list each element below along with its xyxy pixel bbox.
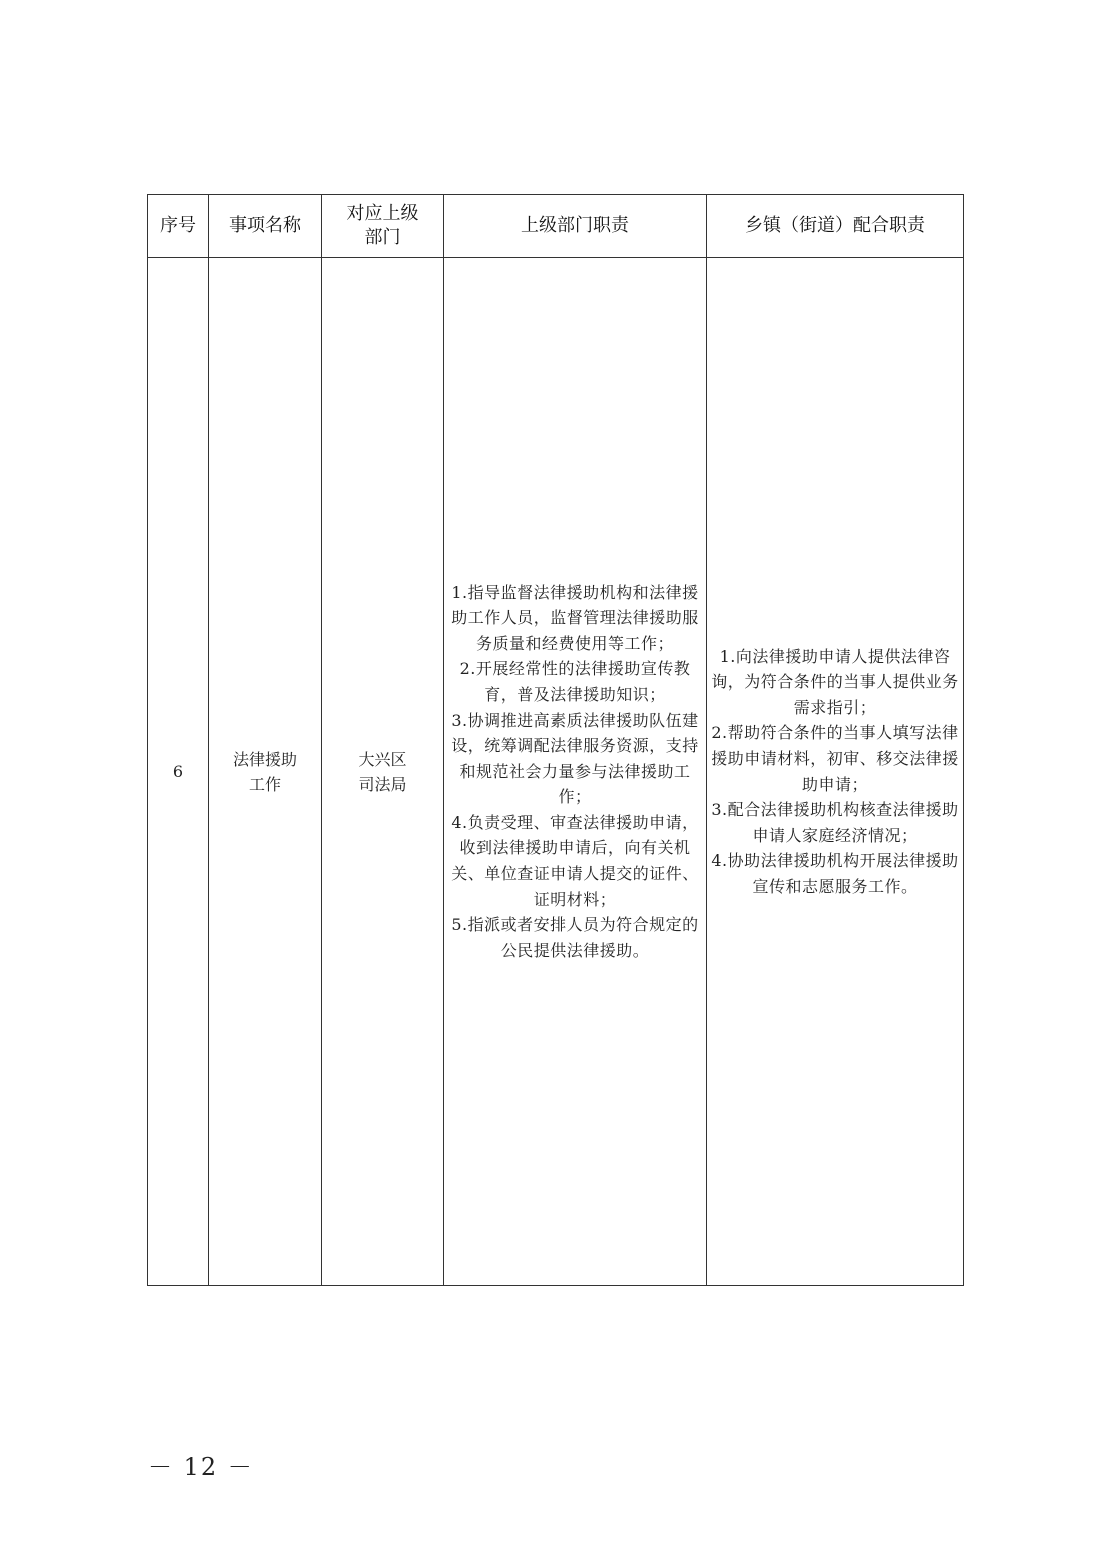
dept-line1: 大兴区: [358, 749, 407, 769]
town-duty-item: 1.向法律援助申请人提供法律咨询，为符合条件的当事人提供业务需求指引；: [711, 646, 959, 717]
cell-superior-dept: [322, 258, 444, 1286]
header-seq: 序号: [148, 195, 209, 258]
dept-line2: 司法局: [358, 774, 407, 794]
superior-duty-item: 3.协调推进高素质法律援助队伍建设，统筹调配法律服务资源，支持和规范社会力量参与法律援助工作；: [451, 710, 699, 807]
header-item-name: 事项名称: [209, 195, 322, 258]
seq-value: 6: [172, 762, 184, 781]
cell-superior-duties: [444, 258, 707, 1286]
superior-duty-item: 1.指导监督法律援助机构和法律援助工作人员，监督管理法律援助服务质量和经费使用等工作；: [451, 582, 699, 653]
town-duty-item: 2.帮助符合条件的当事人填写法律援助申请材料，初审、移交法律援助申请；: [711, 723, 959, 794]
page-number: － 12 －: [148, 1453, 254, 1481]
superior-duty-item: 4.负责受理、审查法律援助申请，收到法律援助申请后，向有关机关、单位查证申请人提交的证件、证明材料；: [451, 812, 699, 909]
header-superior-dept: [322, 195, 444, 258]
item-name-line1: 法律援助: [232, 749, 297, 769]
town-duty-item: 3.配合法律援助机构核查法律援助申请人家庭经济情况；: [711, 800, 959, 845]
header-superior-dept-line1: 对应上级: [346, 203, 419, 224]
town-duty-item: 4.协助法律援助机构开展法律援助宣传和志愿服务工作。: [711, 851, 959, 896]
table-row: [148, 258, 964, 1286]
table-header-row: [148, 195, 964, 258]
superior-duty-item: 5.指派或者安排人员为符合规定的公民提供法律援助。: [451, 915, 699, 960]
header-superior-dept-line2: 部门: [364, 227, 401, 248]
cell-item-name: [209, 258, 322, 1286]
item-name-line2: 工作: [248, 774, 281, 794]
header-superior-duties: 上级部门职责: [444, 195, 707, 258]
header-town-duties: 乡镇（街道）配合职责: [707, 195, 964, 258]
duties-table: [147, 194, 964, 1286]
superior-duty-item: 2.开展经常性的法律援助宣传教育，普及法律援助知识；: [459, 659, 691, 704]
cell-town-duties: [707, 258, 964, 1286]
cell-seq: [148, 258, 209, 1286]
